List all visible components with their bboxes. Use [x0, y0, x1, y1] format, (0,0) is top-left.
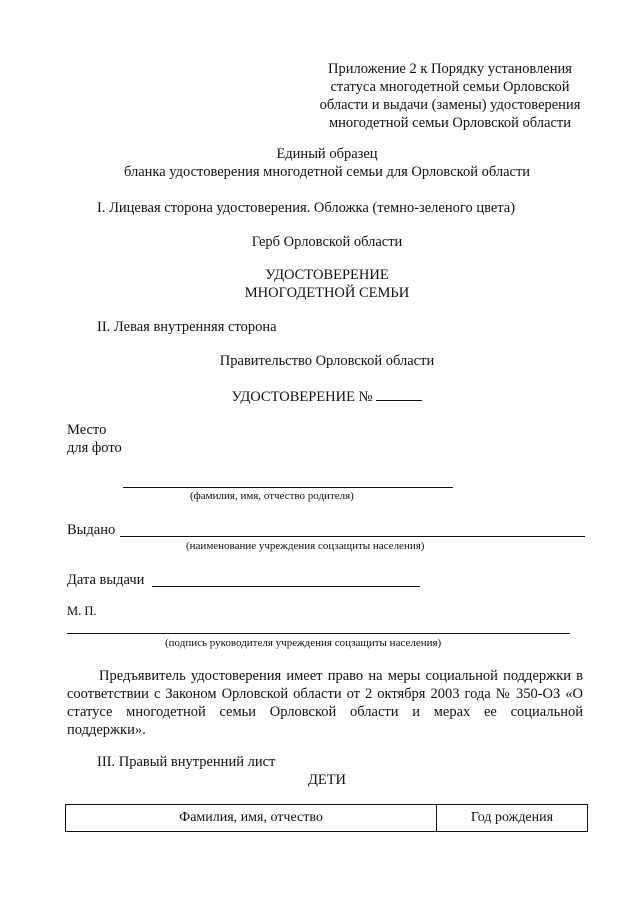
appendix-line-1: Приложение 2 к Порядку установления [328, 61, 572, 77]
title-line-1: Единый образец [276, 146, 378, 162]
header-birth-year: Год рождения [437, 805, 588, 832]
emblem-text: Герб Орловской области [251, 234, 403, 250]
cover-title-line-2: МНОГОДЕТНОЙ СЕМЬИ [244, 285, 410, 301]
issued-line [120, 536, 585, 537]
certificate-number-blank [376, 386, 422, 401]
cover-title [40, 266, 614, 302]
photo-label-line-1: Место [67, 422, 107, 438]
appendix-line-2: статуса многодетной семьи Орловской [330, 79, 570, 95]
parent-name-line [123, 487, 453, 488]
title-line-2: бланка удостоверения многодетной семьи для Орловской области [123, 164, 531, 180]
parent-name-caption: (фамилия, имя, отчество родителя) [190, 490, 354, 502]
appendix-header [300, 60, 600, 132]
rights-paragraph: Предъявитель удостоверения имеет право на меры социальной поддержки в соответствии с Законом Орловской области от 2 октября 2003 года № 350-ОЗ «О статусе многодетной семьи Орловской области и мерах ее социальной поддержки». [67, 668, 583, 738]
stamp-label: М. П. [67, 604, 97, 618]
photo-label-line-2: для фото [67, 440, 122, 456]
issue-date-line [152, 586, 420, 587]
section-2-heading: II. Левая внутренняя сторона [97, 319, 277, 335]
appendix-line-4: многодетной семьи Орловской области [329, 115, 571, 131]
cover-title-line-1: УДОСТОВЕРЕНИЕ [265, 267, 389, 283]
issue-date-label: Дата выдачи [67, 572, 145, 588]
certificate-number-label: УДОСТОВЕРЕНИЕ № [231, 389, 373, 405]
government-name: Правительство Орловской области [219, 353, 435, 369]
children-table [65, 804, 588, 832]
issued-label: Выдано [67, 522, 116, 538]
section-3-heading: III. Правый внутренний лист [97, 754, 276, 770]
photo-placeholder [67, 421, 122, 457]
table-header-row [66, 805, 588, 832]
certificate-number-line [40, 386, 614, 406]
appendix-line-3: области и выдачи (замены) удостоверения [319, 97, 581, 113]
document-title [40, 145, 614, 181]
issued-caption: (наименование учреждения соцзащиты населения) [186, 540, 425, 552]
section-1-heading: I. Лицевая сторона удостоверения. Обложка (темно-зеленого цвета) [97, 200, 516, 216]
header-full-name: Фамилия, имя, отчество [66, 805, 437, 832]
signature-line [67, 633, 570, 634]
signature-caption: (подпись руководителя учреждения соцзащиты населения) [165, 637, 442, 649]
children-title: ДЕТИ [307, 772, 347, 788]
